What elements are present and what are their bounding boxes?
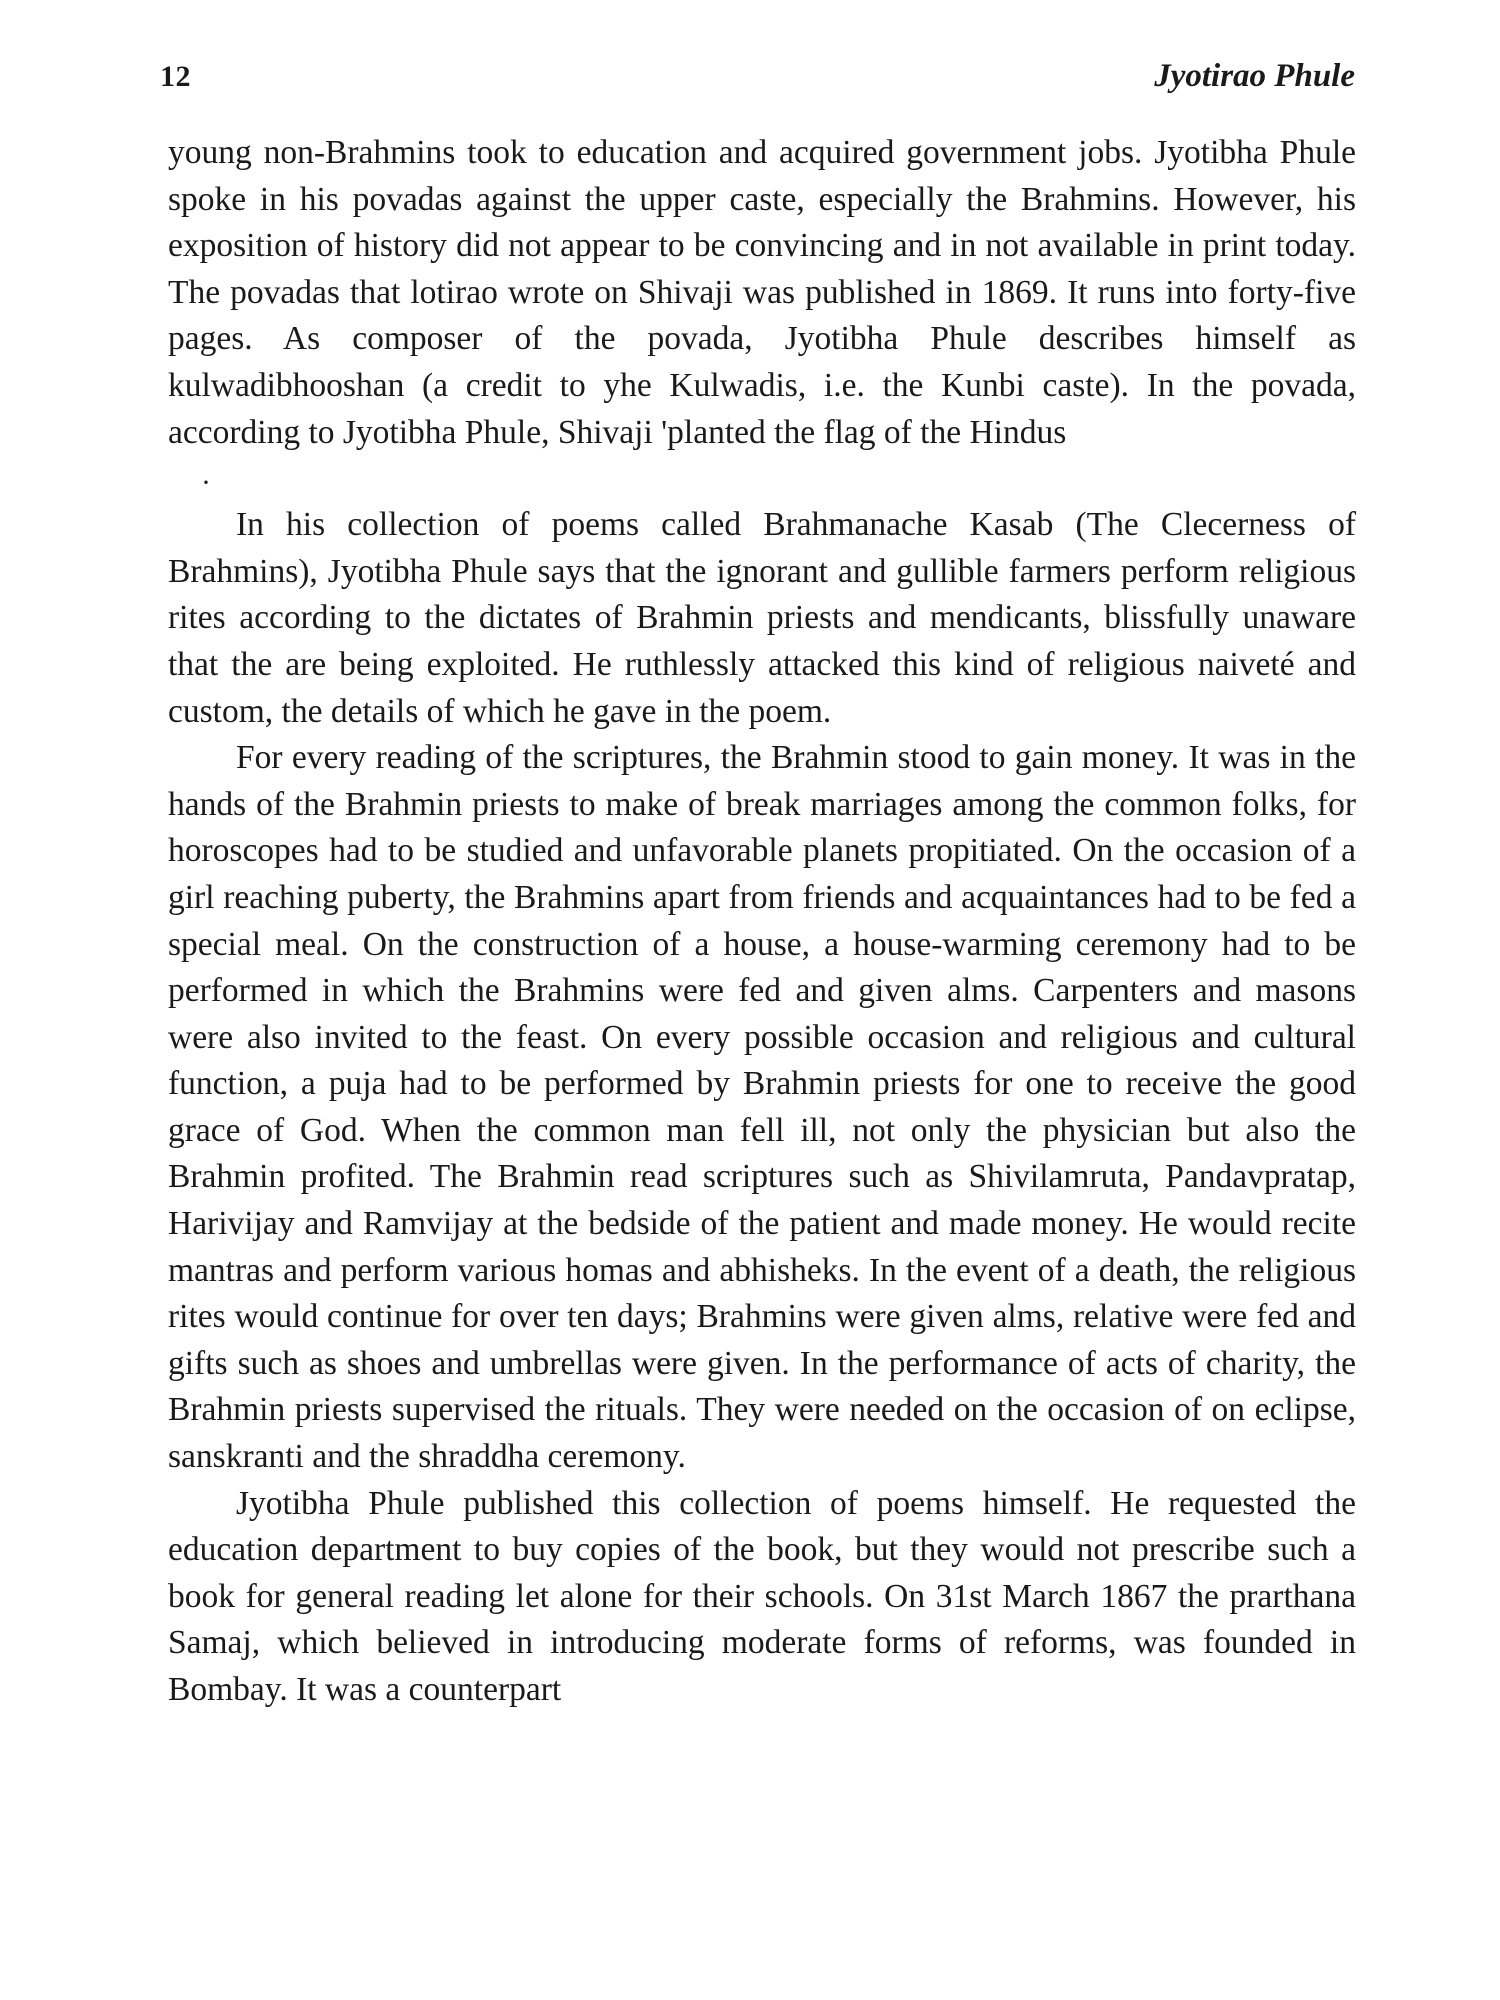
paragraph-4: Jyotibha Phule published this collection of poems himself. He requested the education department to buy copies of the book, but they would not prescribe such a book for general reading let alone for their schools. On 31st March 1867 the prarthana Samaj, which believed in introducing moderate forms of reforms, was founded in Bombay. It was a counterpart: [168, 1484, 1356, 1708]
paragraph-1: young non-Brahmins took to education and acquired government jobs. Jyotibha Phule spoke in his povadas against the upper caste, especially the Brahmins. However, his exposition of history did not appear to be convincing and in not available in print today. The povadas that lotirao wrote on Shivaji was published in 1869. It runs into forty-five pages. As composer of the povada, Jyotibha Phule describes himself as kulwadibhooshan (a credit to yhe Kulwadis, i.e. the Kunbi caste). In the povada, according to Jyotibha Phule, Shivaji 'planted the flag of the Hindus: [168, 134, 1356, 451]
stray-dot: ·: [201, 466, 211, 500]
paragraph-3: For every reading of the scriptures, the Brahmin stood to gain money. It was in the hands of the Brahmin priests to make of break marriages among the common folks, for horoscopes had to be studied and unfavorable planets propitiated. On the occasion of a girl reaching puberty, the Brahmins apart from friends and acquaintances had to be fed a special meal. On the construction of a house, a house-warming ceremony had to be performed in which the Brahmins were fed and given alms. Carpenters and masons were also invited to the feast. On every possible occasion and religious and cultural function, a puja had to be performed by Brahmin priests for one to receive the good grace of God. When the common man fell ill, not only the physician but also the Brahmin profited. The Brahmin read scriptures such as Shivilamruta, Pandavpratap, Harivijay and Ramvijay at the bedside of the patient and made money. He would recite mantras and perform various homas and abhisheks. In the event of a death, the religious rites would continue for over ten days; Brahmins were given alms, relative were fed and gifts such as shoes and umbrellas were given. In the performance of acts of charity, the Brahmin priests supervised the rituals. They were needed on the occasion of on eclipse, sanskranti and the shraddha ceremony.: [168, 739, 1356, 1476]
page-number: 12: [160, 60, 191, 93]
stray-mark: [168, 456, 1356, 502]
running-title: Jyotirao Phule: [1154, 58, 1355, 94]
paragraph-2: In his collection of poems called Brahmanache Kasab (The Clecerness of Brahmins), Jyotibha Phule says that the ignorant and gullible farmers perform religious rites according to the dictates of Brahmin priests and mendicants, blissfully unaware that the are being exploited. He ruthlessly attacked this kind of religious naiveté and custom, the details of which he gave in the poem.: [168, 506, 1356, 730]
running-head: [160, 60, 1355, 110]
body-text: [168, 130, 1356, 1714]
